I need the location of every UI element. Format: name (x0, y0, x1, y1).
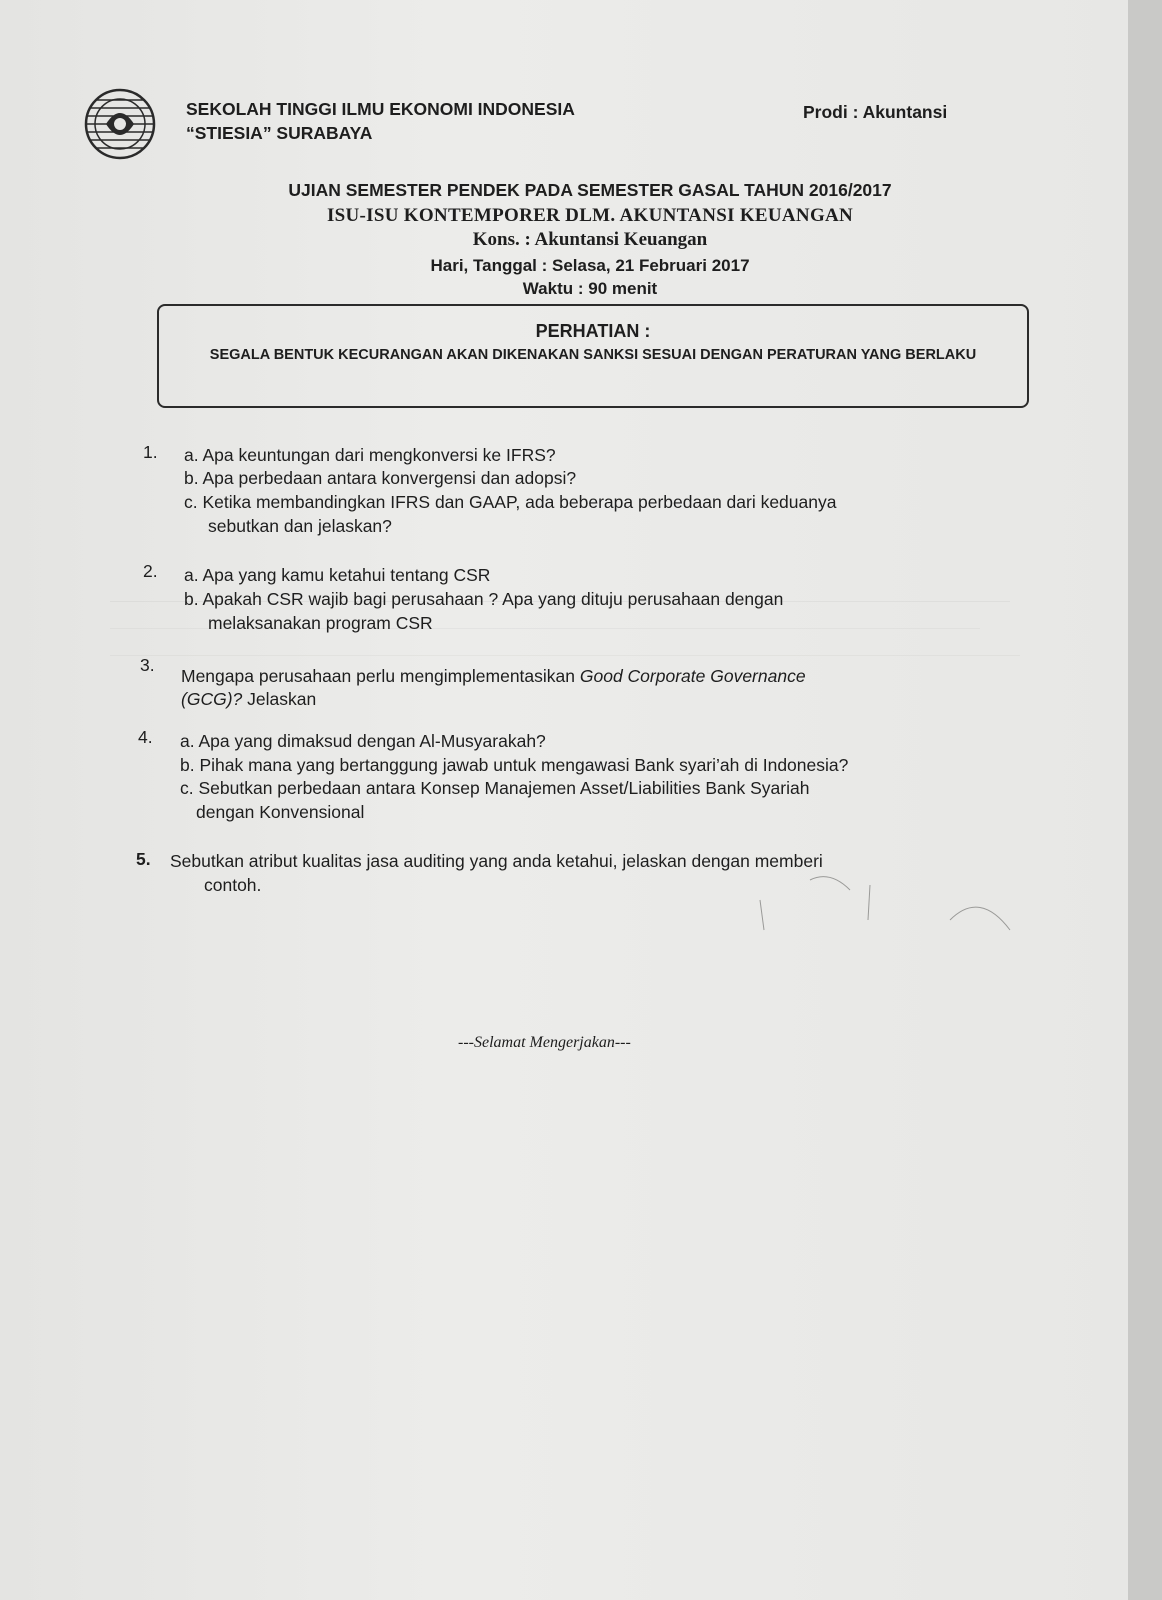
question-1-part-c-cont: sebutkan dan jelaskan? (208, 516, 392, 536)
question-3-abbrev: (GCG)? (181, 689, 243, 709)
question-5-line-2: contoh. (204, 875, 262, 895)
question-5-number: 5. (136, 849, 151, 869)
notice-box (157, 304, 1029, 408)
scan-edge (1128, 0, 1162, 1600)
question-4-part-c-cont: dengan Konvensional (196, 802, 365, 822)
question-1-part-c: c. Ketika membandingkan IFRS dan GAAP, ada beberapa perbedaan dari keduanya (184, 492, 837, 512)
question-4-part-b: b. Pihak mana yang bertanggung jawab untuk mengawasi Bank syari’ah di Indonesia? (180, 755, 849, 775)
closing-message: ---Selamat Mengerjakan--- (458, 1034, 631, 1051)
question-3-line-1 (181, 665, 806, 688)
notice-text: SEGALA BENTUK KECURANGAN AKAN DIKENAKAN SANKSI SESUAI DENGAN PERATURAN YANG BERLAKU (209, 347, 977, 363)
question-1-part-a: a. Apa keuntungan dari mengkonversi ke IFRS? (184, 445, 556, 465)
question-3-instruction: Jelaskan (242, 689, 317, 709)
question-4-part-a: a. Apa yang dimaksud dengan Al-Musyarakah? (180, 731, 546, 751)
question-3-number: 3. (140, 655, 155, 675)
exam-date: Hari, Tanggal : Selasa, 21 Februari 2017 (430, 256, 750, 275)
school-short-name: “STIESIA” SURABAYA (186, 123, 373, 143)
question-2-part-b-cont: melaksanakan program CSR (208, 613, 433, 633)
course-title: ISU-ISU KONTEMPORER DLM. AKUNTANSI KEUANGAN (326, 205, 854, 226)
exam-duration: Waktu : 90 menit (522, 279, 658, 298)
notice-heading: PERHATIAN : (535, 321, 651, 341)
question-2-part-b: b. Apakah CSR wajib bagi perusahaan ? Apa yang dituju perusahaan dengan (184, 589, 784, 609)
school-name: SEKOLAH TINGGI ILMU EKONOMI INDONESIA (186, 99, 575, 119)
question-1-number: 1. (143, 442, 158, 462)
question-4-part-c: c. Sebutkan perbedaan antara Konsep Manajemen Asset/Liabilities Bank Syariah (180, 778, 810, 798)
question-3-line-2 (181, 688, 316, 711)
question-3-term: Good Corporate Governance (579, 666, 806, 686)
pencil-marks (750, 860, 1050, 980)
stiesia-logo-icon (84, 88, 156, 160)
program-label: Prodi : Akuntansi (803, 102, 948, 122)
exam-title: UJIAN SEMESTER PENDEK PADA SEMESTER GASAL TAHUN 2016/2017 (288, 180, 892, 200)
question-5-line-1: Sebutkan atribut kualitas jasa auditing yang anda ketahui, jelaskan dengan memberi (170, 851, 823, 871)
concentration: Kons. : Akuntansi Keuangan (472, 229, 708, 250)
question-3-text: Mengapa perusahaan perlu mengimplementasikan (181, 666, 580, 686)
question-1-part-b: b. Apa perbedaan antara konvergensi dan adopsi? (184, 468, 577, 488)
question-4-number: 4. (138, 727, 153, 747)
question-2-part-a: a. Apa yang kamu ketahui tentang CSR (184, 565, 491, 585)
school-header (186, 97, 575, 145)
question-2-number: 2. (143, 561, 158, 581)
